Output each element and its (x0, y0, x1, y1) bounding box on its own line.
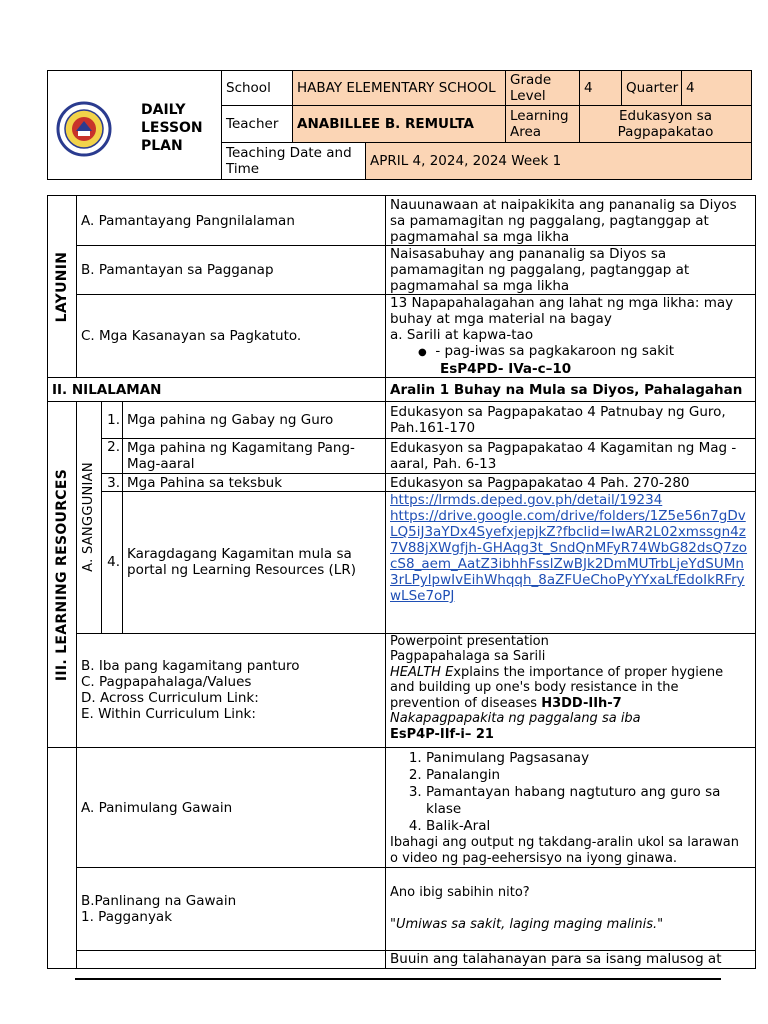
school-value: HABAY ELEMENTARY SCHOOL (293, 71, 506, 106)
teacher-label: Teacher (222, 106, 293, 143)
pamantayang-pangnilalaman-value: Nauunawaan at naipakikita ang pananalig sa Diyos sa pamamagitan ng paggalang, pagtanggap at pagmamahal sa mga likha (386, 196, 756, 246)
resource-1-label: Mga pahina ng Gabay ng Guro (123, 402, 386, 439)
document-title: DAILY LESSON PLAN (141, 102, 203, 154)
header-logo-cell (48, 71, 222, 180)
talahanayan-partial-text: Buuin ang talahanayan para sa isang malusog at (386, 951, 756, 969)
teaching-date-label: Teaching Date and Time (222, 143, 366, 180)
resource-2-value: Edukasyon sa Pagpapakatao 4 Kagamitan ng Mag -aaral, Pah. 6-13 (386, 439, 756, 474)
competency-code: EsP4PD- IVa-c–10 (440, 361, 572, 377)
other-resources-values: Powerpoint presentation Pagpapahalaga sa Sarili HEALTH Explains the importance of proper hygiene and building up one's body resistance in the prevention of diseases H3DD-IIh-7 Nakapagpapakita ng paggalang sa iba EsP4P-IIf-i– 21 (386, 633, 756, 747)
quarter-label: Quarter (622, 71, 682, 106)
nilalaman-value: Aralin 1 Buhay na Mula sa Diyos, Pahalagahan (386, 378, 756, 402)
resource-3-label: Mga Pahina sa teksbuk (123, 474, 386, 492)
learning-area-value: Edukasyon sa Pagpapakatao (580, 106, 752, 143)
resource-4-value (386, 492, 756, 633)
school-label: School (222, 71, 293, 106)
resource-3-value: Edukasyon sa Pagpapakatao 4 Pah. 270-280 (386, 474, 756, 492)
teacher-value: ANABILLEE B. REMULTA (293, 106, 506, 143)
nilalaman-label: II. NILALAMAN (48, 378, 386, 402)
layunin-label: LAYUNIN (54, 251, 70, 322)
lesson-plan-table: LAYUNIN A. Pamantayang Pangnilalaman Nauunawaan at naipakikita ang pananalig sa Diyos sa pamamagitan ng paggalang, pagtanggap at pagmamahal sa mga likha B. Pamantayan sa Pagganap Naisasabuhay ang pananalig sa Diyos sa pamamagitan ng paggalang, pagtanggap at pagmamahal sa mga likha C. Mga Kasanayan sa Pagkatuto. 13 Napapahalagahan ang lahat ng mga likha: may buhay at mga material na bagay a. Sarili at kapwa-tao ● - pag-iwas sa pagkakaroon ng sakit EsP4PD- IVa-c–10 II. NILALAMAN Aralin 1 Buhay na Mula sa Diyos, Pahalagahan III. LEARNING RESOURCES A. SANGGUNIAN 1. Mga pahina ng Gabay ng Guro Edukasyon sa Pagpapakatao 4 Patnubay ng Guro, Pah.161-170 2. Mga pahina ng Kagamitang Pang-Mag-aaral Edukasyon sa Pagpapakatao 4 Kagamitan ng Mag -aaral, Pah. 6-13 3. Mga Pahina sa teksbuk Edukasyon sa Pagpapakatao 4 Pah. 270-280 4. Karagdagang Kagamitan mula sa portal ng Learning Resources (LR) https://lrmds.deped.gov.ph/detail/19234 https://drive.google.com/drive/folders/1Z5e56n7gDvLQ5iJ3aYDx4SyefxjepjkZ?fbclid=IwAR2L02xmssgn4z7V88jXWgfjh-GHAqg3t_SndQnMFyR74WbG82dsQ7zocS8_aem_AatZ3ibhhFsslZwBJk2DmMUTrbLjeYdSUMn3rLPylpwIvEihWhqqh_8aZFUeChoPyYYxaLfEdoIkRFrywLSe7oPJ B. Iba pang kagamitang panturo C. Pagpapahalaga/Values D. Across Curriculum Link: E. Within Curriculum Link: Powerpoint presentation Pagpapahalaga sa Sarili HEALTH Explains the importance of proper hygiene and building up one's body resistance in the prevention of diseases H3DD-IIh-7 Nakapagpapakita ng paggalang sa iba EsP4P-IIf-i– 21 A. Panimulang Gawain 1. Panimulang Pagsasanay 2. Panalangin 3. Pamantayan habang nagtuturo ang guro sa klase 4. Balik-Aral Ibahagi ang output ng takdang-aralin ukol sa larawan o video ng pag-eehersisyo na iyong ginawa. B.Panlinang na Gawain 1. Pagganyak Ano ibig sabihin nito? "Umiwas sa sakit, laging maging malinis." Buuin ang talahanayan para sa isang malusog at (47, 195, 756, 969)
sanggunian-label: A. SANGGUNIAN (81, 462, 96, 573)
kasanayan-sa-pagkatuto-value: 13 Napapahalagahan ang lahat ng mga likha: may buhay at mga material na bagay a. Sarili at kapwa-tao ● - pag-iwas sa pagkakaroon ng sakit EsP4PD- IVa-c–10 (386, 295, 756, 378)
resource-4-label: Karagdagang Kagamitan mula sa portal ng Learning Resources (LR) (123, 492, 386, 633)
panimulang-gawain-value: 1. Panimulang Pagsasanay 2. Panalangin 3. Pamantayan habang nagtuturo ang guro sa klase 4. Balik-Aral Ibahagi ang output ng takdang-aralin ukol sa larawan o video ng pag-eehersisyo na iyong ginawa. (386, 748, 756, 868)
footer-divider (75, 978, 721, 980)
kasanayan-sa-pagkatuto-label: C. Mga Kasanayan sa Pagkatuto. (77, 295, 386, 378)
resource-1-value: Edukasyon sa Pagpapakatao 4 Patnubay ng Guro, Pah.161-170 (386, 402, 756, 439)
pamantayan-sa-pagganap-value: Naisasabuhay ang pananalig sa Diyos sa pamamagitan ng paggalang, pagtanggap at pagmamahal sa mga likha (386, 246, 756, 295)
pagganyak-value: Ano ibig sabihin nito? "Umiwas sa sakit, laging maging malinis." (386, 868, 756, 951)
grade-level-value: 4 (580, 71, 622, 106)
quarter-value: 4 (682, 71, 752, 106)
pamantayan-sa-pagganap-label: B. Pamantayan sa Pagganap (77, 246, 386, 295)
teaching-date-value: APRIL 4, 2024, 2024 Week 1 (366, 143, 752, 180)
google-drive-link[interactable]: https://drive.google.com/drive/folders/1Z5e56n7gDvLQ5iJ3aYDx4SyefxjepjkZ?fbclid=IwAR2L02xmssgn4z7V88jXWgfjh-GHAqg3t_SndQnMFyR74WbG82dsQ7zocS8_aem_AatZ3ibhhFsslZwBJk2DmMUTrbLjeYdSUMn3rLPylpwIvEihWhqqh_8aZFUeChoPyYYxaLfEdoIkRFrywLSe7oPJ (390, 508, 748, 605)
sanggunian-section (77, 402, 102, 634)
panlinang-na-gawain-label: B.Panlinang na Gawain 1. Pagganyak (77, 868, 386, 951)
learning-resources-label: III. LEARNING RESOURCES (54, 468, 70, 681)
pamantayang-pangnilalaman-label: A. Pamantayang Pangnilalaman (77, 196, 386, 246)
other-resources-labels: B. Iba pang kagamitang panturo C. Pagpapahalaga/Values D. Across Curriculum Link: E. Within Curriculum Link: (77, 633, 386, 747)
grade-level-label: Grade Level (506, 71, 580, 106)
learning-resources-section (48, 402, 77, 748)
resource-2-label: Mga pahina ng Kagamitang Pang-Mag-aaral (123, 439, 386, 474)
lrmds-link[interactable]: https://lrmds.deped.gov.ph/detail/19234 (390, 492, 663, 509)
layunin-section (48, 196, 77, 378)
deped-seal-icon (56, 101, 112, 157)
header-table (47, 70, 752, 180)
pamamaraan-section (48, 748, 77, 969)
panimulang-gawain-label: A. Panimulang Gawain (77, 748, 386, 868)
learning-area-label: Learning Area (506, 106, 580, 143)
